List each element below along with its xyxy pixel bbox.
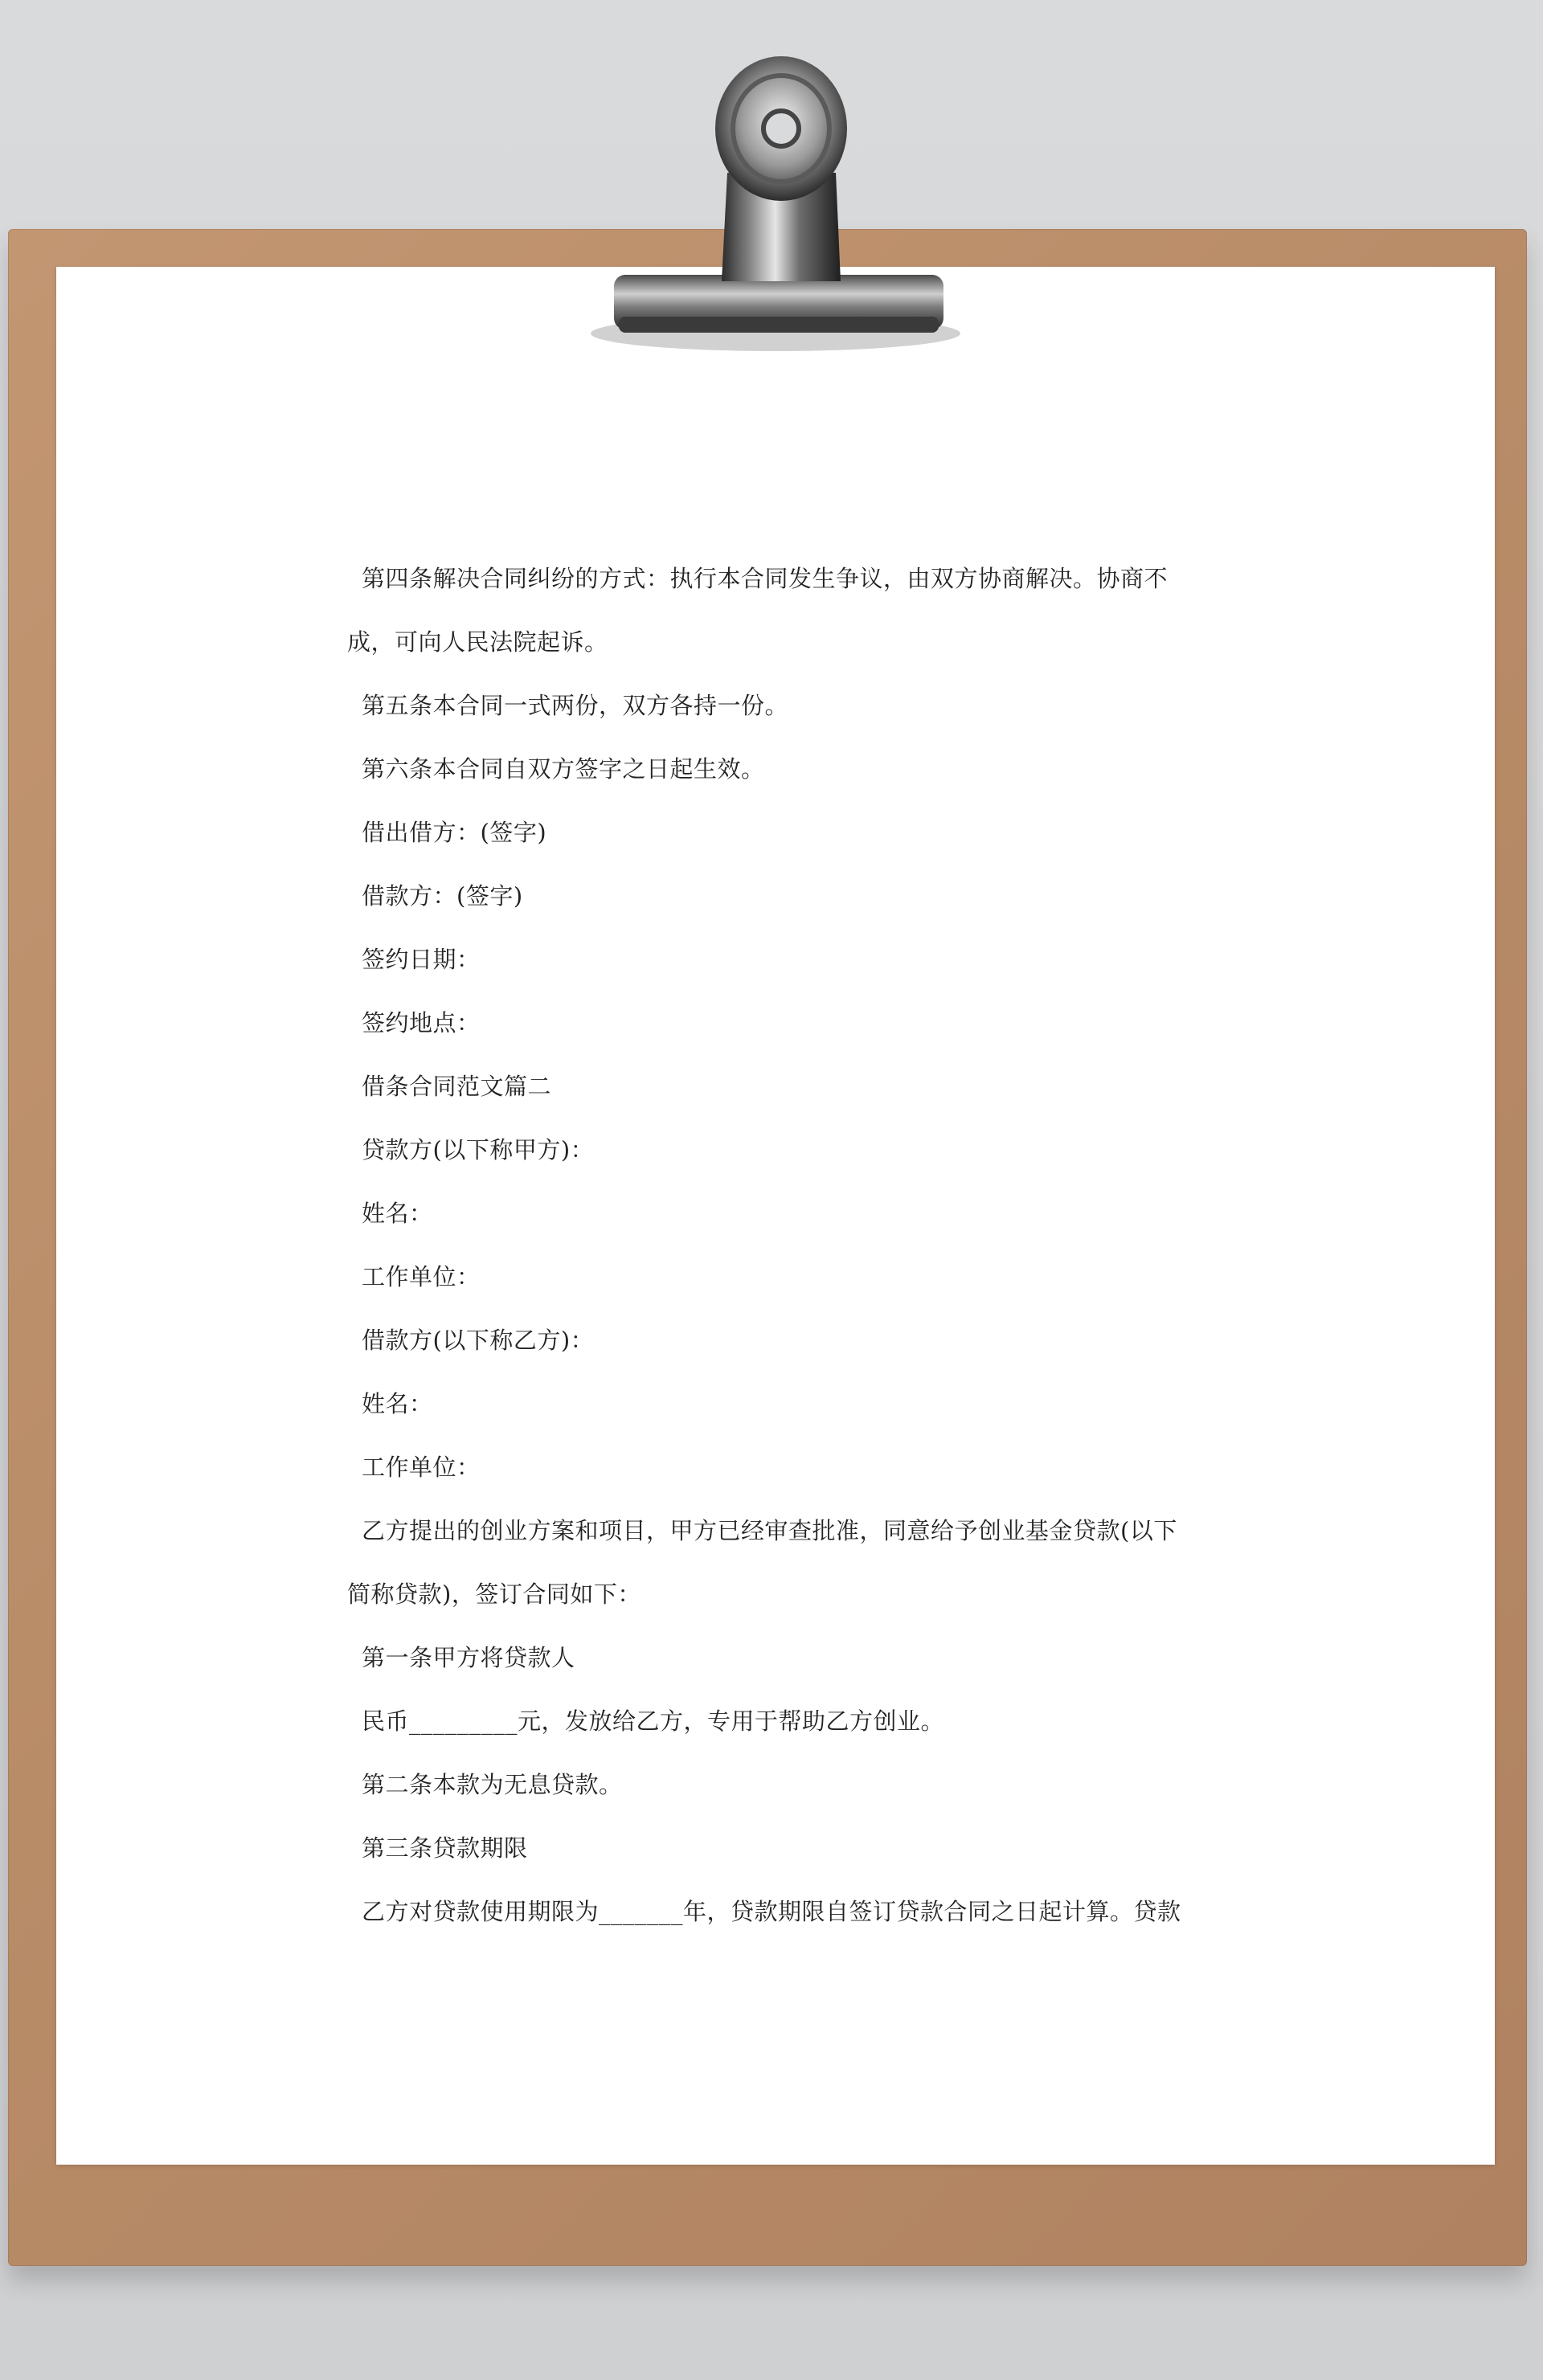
text-line: 工作单位： bbox=[362, 1454, 481, 1481]
text-line: 乙方对贷款使用期限为_______年，贷款期限自签订贷款合同之日起计算。贷款 bbox=[362, 1898, 1181, 1925]
text-line: 第四条解决合同纠纷的方式：执行本合同发生争议，由双方协商解决。协商不 bbox=[362, 565, 1169, 592]
text-line: 第一条甲方将贷款人 bbox=[362, 1644, 575, 1671]
text-line: 乙方提出的创业方案和项目，甲方已经审查批准，同意给予创业基金贷款(以下 bbox=[362, 1517, 1177, 1544]
text-line: 姓名： bbox=[362, 1390, 433, 1417]
section-heading: 借条合同范文篇二 bbox=[362, 1073, 552, 1100]
text-line: 签约日期： bbox=[362, 946, 481, 973]
text-line: 借款方(以下称乙方)： bbox=[362, 1327, 595, 1354]
text-line: 借出借方：(签字) bbox=[362, 819, 547, 846]
text-line: 第五条本合同一式两份，双方各持一份。 bbox=[362, 692, 789, 719]
text-line: 第三条贷款期限 bbox=[362, 1834, 528, 1862]
text-line: 第六条本合同自双方签字之日起生效。 bbox=[362, 755, 765, 783]
text-line: 第二条本款为无息贷款。 bbox=[362, 1771, 623, 1798]
text-line: 借款方：(签字) bbox=[362, 882, 523, 910]
text-line: 简称贷款)，签订合同如下： bbox=[347, 1581, 641, 1608]
text-line: 姓名： bbox=[362, 1200, 433, 1227]
text-line: 成，可向人民法院起诉。 bbox=[347, 628, 608, 656]
text-line: 签约地点： bbox=[362, 1009, 481, 1037]
text-line: 贷款方(以下称甲方)： bbox=[362, 1136, 595, 1163]
text-line: 工作单位： bbox=[362, 1263, 481, 1290]
text-line: 民币_________元，发放给乙方，专用于帮助乙方创业。 bbox=[362, 1707, 945, 1735]
